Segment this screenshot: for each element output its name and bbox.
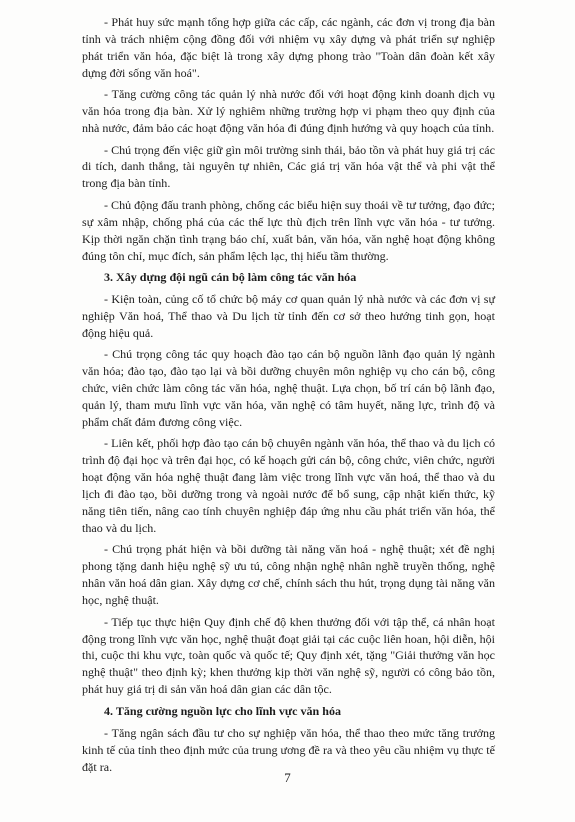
paragraph-8: - Chú trọng phát hiện và bồi dưỡng tài năng văn hoá - nghệ thuật; xét đề nghị phong tặng danh hiệu nghệ sỹ ưu tú, công nhận nghệ nhân nghề truyền thống, nghệ nhân văn hoá dân gian. Xây dựng cơ chế, chính sách thu hút, trọng dụng tài năng văn học, nghệ thuật. <box>82 542 495 608</box>
paragraph-1: - Phát huy sức mạnh tổng hợp giữa các cấp, các ngành, các đơn vị trong địa bàn tỉnh và trách nhiệm cộng đồng đối với nhiệm vụ xây dựng và phát triển sự nghiệp phát triển văn hóa, đặc biệt là trong xây dựng phong trào "Toàn dân đoàn kết xây dựng đời sống văn hoá". <box>82 15 495 80</box>
paragraph-10: - Tăng ngân sách đầu tư cho sự nghiệp văn hóa, thể thao theo mức tăng trưởng kinh tế của tỉnh theo định mức của trung ương đề ra và theo yêu cầu nhiệm vụ thực tế đặt ra. <box>82 725 495 774</box>
section-heading-4: 4. Tăng cường nguồn lực cho lĩnh vực văn hóa <box>104 703 342 718</box>
page-number: 7 <box>284 770 291 785</box>
paragraph-2: - Tăng cường công tác quản lý nhà nước đối với hoạt động kinh doanh dịch vụ văn hóa trong địa bàn. Xử lý nghiêm những trường hợp vi phạm theo quy định của nhà nước, đảm bảo các hoạt động văn hóa đi đúng định hướng và quy hoạch của tỉnh. <box>82 87 495 136</box>
paragraph-5: - Kiện toàn, củng cố tổ chức bộ máy cơ quan quản lý nhà nước và các đơn vị sự nghiệp Văn hoá, Thể thao và Du lịch từ tỉnh đến cơ sở theo hướng tinh gọn, hoạt động hiệu quả. <box>82 291 495 340</box>
page-body <box>82 14 495 775</box>
paragraph-7: - Liên kết, phối hợp đào tạo cán bộ chuyên ngành văn hóa, thể thao và du lịch có trình độ đại học và trên đại học, có kế hoạch gửi cán bộ, công chức, viên chức, người hoạt động văn hóa nghệ thuật đang làm việc trong lĩnh vực văn hoá, thể thao và du lịch đi đào tạo, bồi dưỡng trong và ngoài nước để bổ sung, cập nhật kiến thức, kỹ năng tiên tiến, nâng cao tính chuyên nghiệp đáp ứng nhu cầu phát triển văn hóa, thể thao và du lịch. <box>82 436 495 535</box>
paragraph-4: - Chủ động đấu tranh phòng, chống các biểu hiện suy thoái về tư tưởng, đạo đức; sự xâm nhập, chống phá của các thế lực thù địch trên lĩnh vực văn hóa - tư tưởng. Kịp thời ngăn chặn tình trạng báo chí, xuất bản, văn hóa, văn nghệ hoạt động không đúng tôn chỉ, mục đích, sản phẩm lệch lạc, thị hiếu tầm thường. <box>82 197 495 263</box>
paragraph-9: - Tiếp tục thực hiện Quy định chế độ khen thưởng đối với tập thể, cá nhân hoạt động trong lĩnh vực văn học, nghệ thuật đoạt giải tại các cuộc liên hoan, hội diễn, hội thi, cuộc thi khu vực, toàn quốc và quốc tế; Quy định xét, tặng "Giải thưởng văn học nghệ thuật" theo định kỳ; khen thưởng kịp thời văn nghệ sỹ, người có công bảo tồn, phát huy giá trị di sản văn hoá dân gian các dân tộc. <box>82 614 495 697</box>
paragraph-6: - Chú trọng công tác quy hoạch đào tạo cán bộ nguồn lãnh đạo quản lý ngành văn hóa; đào tạo, đào tạo lại và bồi dưỡng chuyên môn nghiệp vụ cho cán bộ, công chức, viên chức làm công tác văn hóa, nghệ thuật. Lựa chọn, bố trí cán bộ lãnh đạo, quản lý, tham mưu lĩnh vực văn hóa, văn nghệ có tâm huyết, năng lực, trình độ và phẩm chất đảm đương công việc. <box>82 347 495 429</box>
section-heading-3: 3. Xây dựng đội ngũ cán bộ làm công tác văn hóa <box>104 270 357 285</box>
paragraph-3: - Chú trọng đến việc giữ gìn môi trường sinh thái, bảo tồn và phát huy giá trị các di tích, danh thắng, tài nguyên tự nhiên, Các giá trị văn hóa vật thể và phi vật thể trong địa bàn tỉnh. <box>82 142 495 191</box>
